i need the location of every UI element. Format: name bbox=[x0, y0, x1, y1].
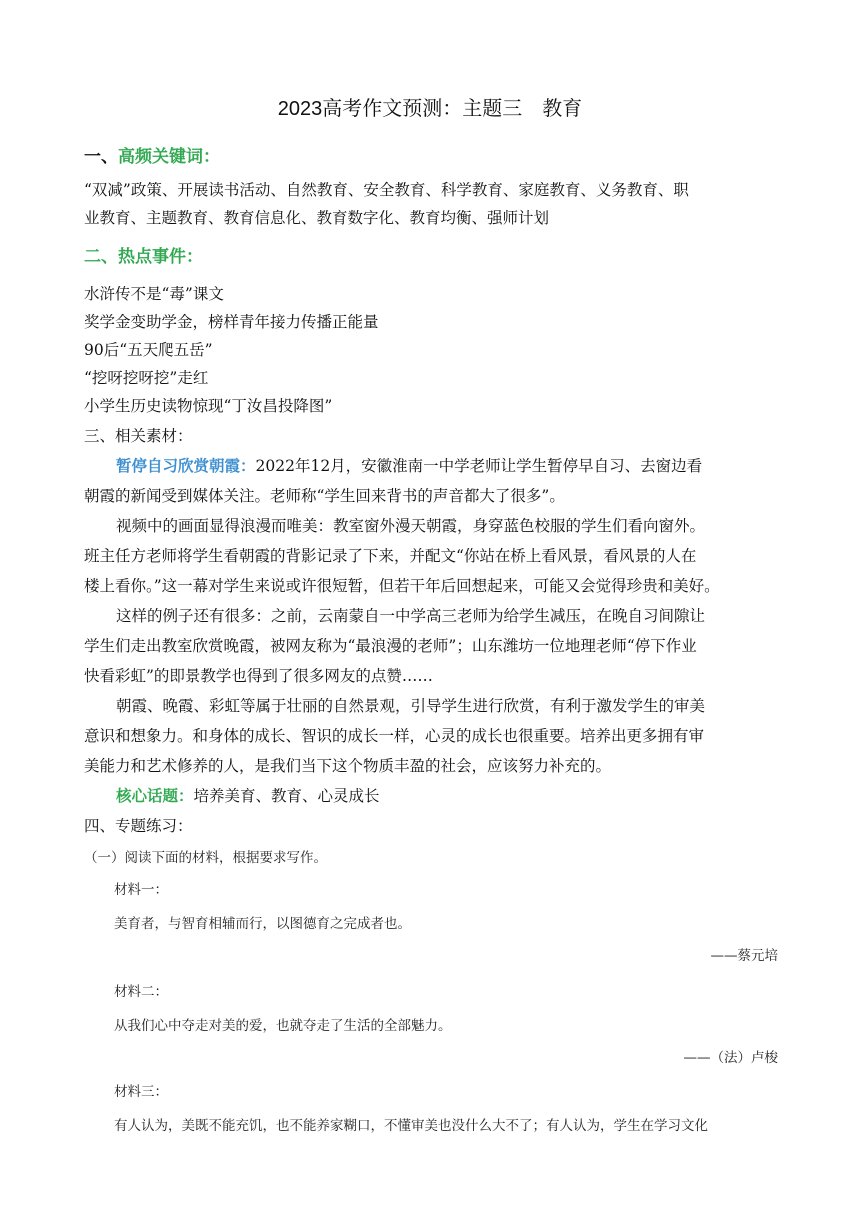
material-paragraph-1-line-2: 朝霞的新闻受到媒体关注。老师称“学生回来背书的声音都大了很多”。 bbox=[84, 487, 565, 505]
section-label: 高频关键词： bbox=[118, 147, 220, 166]
section-number: 一、 bbox=[84, 147, 118, 166]
material-paragraph-3-line-3: 快看彩虹”的即景教学也得到了很多网友的点赞…… bbox=[84, 667, 433, 685]
material-lead-label: 暂停自习欣赏朝霞： bbox=[116, 456, 256, 475]
material-1-text: 美育者，与智育相辅而行，以图德育之完成者也。 bbox=[114, 916, 411, 932]
material-paragraph-2-line-3: 楼上看你。”这一幕对学生来说或许很短暂，但若干年后回想起来，可能又会觉得珍贵和美好。 bbox=[84, 577, 720, 595]
material-paragraph-3-line-1: 这样的例子还有很多：之前，云南蒙自一中学高三老师为给学生减压，在晚自习间隙让 bbox=[116, 607, 706, 625]
practice-intro: （一）阅读下面的材料，根据要求写作。 bbox=[84, 850, 327, 866]
material-paragraph-1-line-1 bbox=[116, 454, 702, 476]
core-topic bbox=[116, 784, 380, 806]
material-3-label: 材料三： bbox=[114, 1084, 168, 1100]
event-item: 90后“五天爬五岳” bbox=[84, 341, 213, 359]
event-item: 奖学金变助学金，榜样青年接力传播正能量 bbox=[84, 313, 379, 331]
material-paragraph-2-line-1: 视频中的画面显得浪漫而唯美：教室窗外漫天朝霞，身穿蓝色校服的学生们看向窗外。 bbox=[116, 517, 706, 535]
material-paragraph-4-line-1: 朝霞、晚霞、彩虹等属于壮丽的自然景观，引导学生进行欣赏，有利于激发学生的审美 bbox=[116, 697, 706, 715]
section-label: 二、热点事件： bbox=[84, 247, 203, 266]
event-item: “挖呀挖呀挖”走红 bbox=[84, 369, 209, 387]
material-paragraph-3-line-2: 学生们走出教室欣赏晚霞，被网友称为“最浪漫的老师”；山东潍坊一位地理老师“停下作业 bbox=[84, 637, 697, 655]
material-paragraph-4-line-2: 意识和想象力。和身体的成长、智识的成长一样，心灵的成长也很重要。培养出更多拥有审 bbox=[84, 727, 705, 745]
material-text: 2022年12月，安徽淮南一中学老师让学生暂停早自习、去窗边看 bbox=[255, 457, 703, 475]
section-heading-keywords bbox=[84, 142, 220, 167]
material-2-label: 材料二： bbox=[114, 984, 168, 1000]
section-heading-events bbox=[84, 242, 203, 267]
material-1-author: ——蔡元培 bbox=[710, 948, 778, 964]
material-3-text: 有人认为，美既不能充饥，也不能养家糊口，不懂审美也没什么大不了；有人认为，学生在学习文化 bbox=[114, 1118, 708, 1134]
event-item: 小学生历史读物惊现“丁汝昌投降图” bbox=[84, 397, 333, 415]
material-paragraph-4-line-3: 美能力和艺术修养的人，是我们当下这个物质丰盈的社会，应该努力补充的。 bbox=[84, 757, 612, 775]
material-1-label: 材料一： bbox=[114, 882, 168, 898]
section-heading-practice: 四、专题练习： bbox=[84, 817, 193, 835]
event-item: 水浒传不是“毒”课文 bbox=[84, 285, 224, 303]
core-topic-label: 核心话题： bbox=[116, 786, 194, 805]
section-heading-materials: 三、相关素材： bbox=[84, 427, 193, 445]
material-2-text: 从我们心中夺走对美的爱，也就夺走了生活的全部魅力。 bbox=[114, 1018, 452, 1034]
core-topic-text: 培养美育、教育、心灵成长 bbox=[193, 787, 380, 805]
keywords-line-2: 业教育、主题教育、教育信息化、教育数字化、教育均衡、强师计划 bbox=[84, 209, 550, 227]
keywords-line-1: “双减”政策、开展读书活动、自然教育、安全教育、科学教育、家庭教育、义务教育、职 bbox=[84, 181, 689, 199]
material-paragraph-2-line-2: 班主任方老师将学生看朝霞的背影记录了下来，并配文“你站在桥上看风景，看风景的人在 bbox=[84, 547, 697, 565]
page-title: 2023高考作文预测：主题三 教育 bbox=[277, 98, 583, 120]
material-2-author: ——（法）卢梭 bbox=[683, 1050, 778, 1066]
